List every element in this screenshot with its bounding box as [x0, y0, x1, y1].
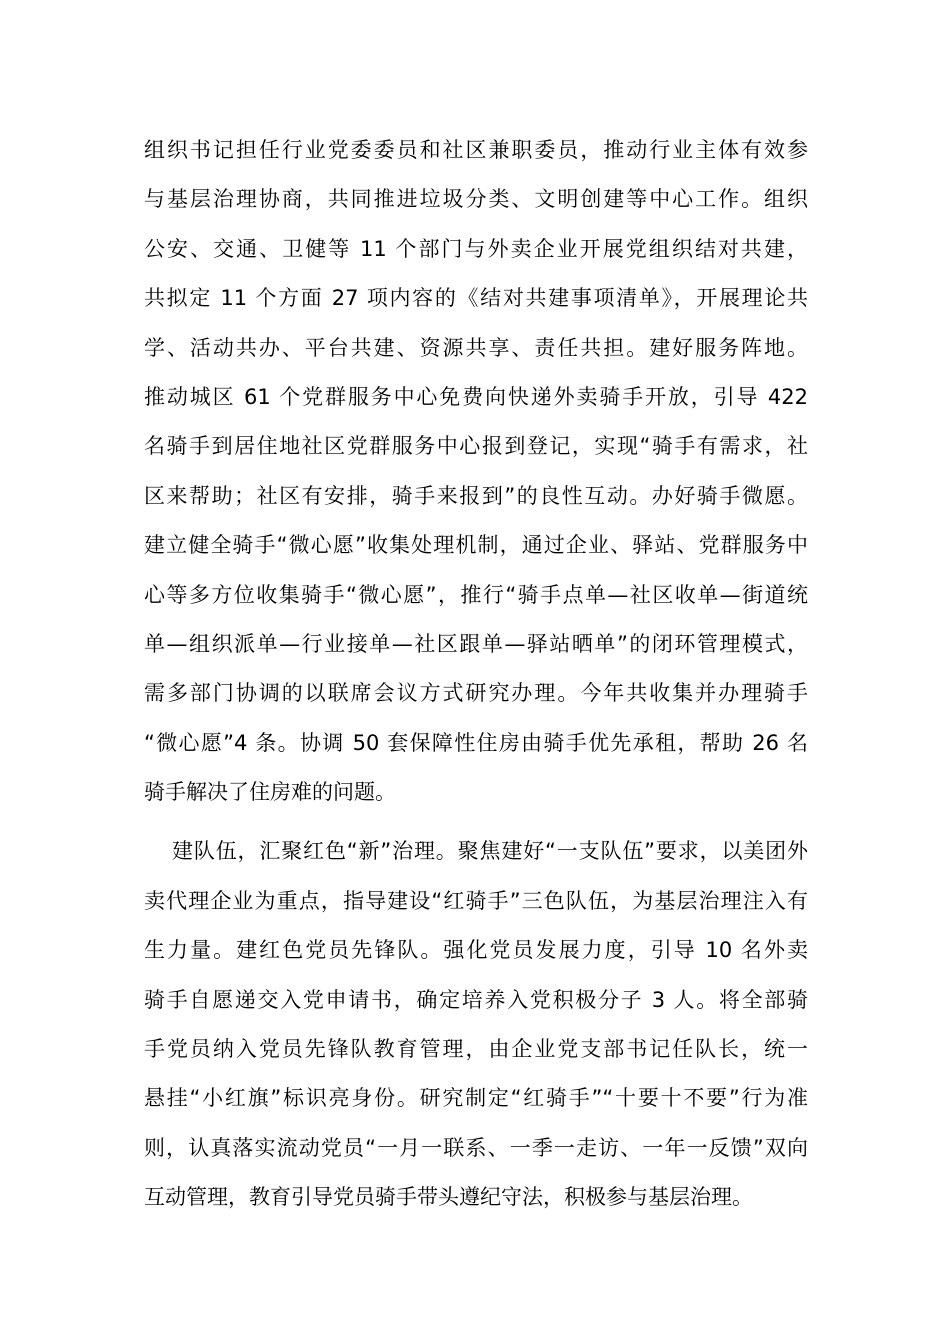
text-line: 骑手解决了住房难的问题。	[144, 780, 396, 805]
paragraph-2	[144, 827, 808, 1222]
text-line: 互动管理，教育引导党员骑手带头遵纪守法，积极参与基层治理。	[144, 1185, 753, 1210]
paragraph-spacer	[144, 817, 808, 827]
text-line: 则，认真落实流动党员“一月一联系、一季一走访、一年一反馈”双向	[144, 1135, 808, 1160]
text-line: 区来帮助；社区有安排，骑手来报到”的良性互动。办好骑手微愿。	[144, 483, 808, 508]
text-line: 单—组织派单—行业接单—社区跟单—驿站晒单”的闭环管理模式，	[144, 631, 808, 656]
text-line: 建队伍，汇聚红色“新”治理。聚焦建好“一支队伍”要求，以美团外	[172, 839, 808, 864]
text-line: “微心愿”4 条。协调 50 套保障性住房由骑手优先承租，帮助 26 名	[144, 730, 808, 755]
document-body	[144, 126, 808, 1223]
text-line: 建立健全骑手“微心愿”收集处理机制，通过企业、驿站、党群服务中	[144, 533, 808, 558]
text-line: 推动城区 61 个党群服务中心免费向快递外卖骑手开放，引导 422	[144, 384, 808, 409]
text-line: 公安、交通、卫健等 11 个部门与外卖企业开展党组织结对共建，	[144, 236, 808, 261]
text-line: 学、活动共办、平台共建、资源共享、责任共担。建好服务阵地。	[144, 335, 808, 360]
text-line: 卖代理企业为重点，指导建设“红骑手”三色队伍，为基层治理注入有	[144, 888, 808, 913]
paragraph-1	[144, 126, 808, 817]
text-line: 心等多方位收集骑手“微心愿”，推行“骑手点单—社区收单—街道统	[144, 582, 808, 607]
text-line: 悬挂“小红旗”标识亮身份。研究制定“红骑手”“十要十不要”行为准	[144, 1086, 808, 1111]
text-line: 与基层治理协商，共同推进垃圾分类、文明创建等中心工作。组织	[144, 187, 808, 212]
text-line: 生力量。建红色党员先锋队。强化党员发展力度，引导 10 名外卖	[144, 938, 808, 963]
text-line: 骑手自愿递交入党申请书，确定培养入党积极分子 3 人。将全部骑	[144, 987, 808, 1012]
text-line: 共拟定 11 个方面 27 项内容的《结对共建事项清单》，开展理论共	[144, 286, 808, 311]
text-line: 组织书记担任行业党委委员和社区兼职委员，推动行业主体有效参	[144, 138, 808, 162]
text-line: 名骑手到居住地社区党群服务中心报到登记，实现“骑手有需求，社	[144, 434, 808, 459]
text-line: 需多部门协调的以联席会议方式研究办理。今年共收集并办理骑手	[144, 681, 808, 706]
text-line: 手党员纳入党员先锋队教育管理，由企业党支部书记任队长，统一	[144, 1037, 808, 1062]
